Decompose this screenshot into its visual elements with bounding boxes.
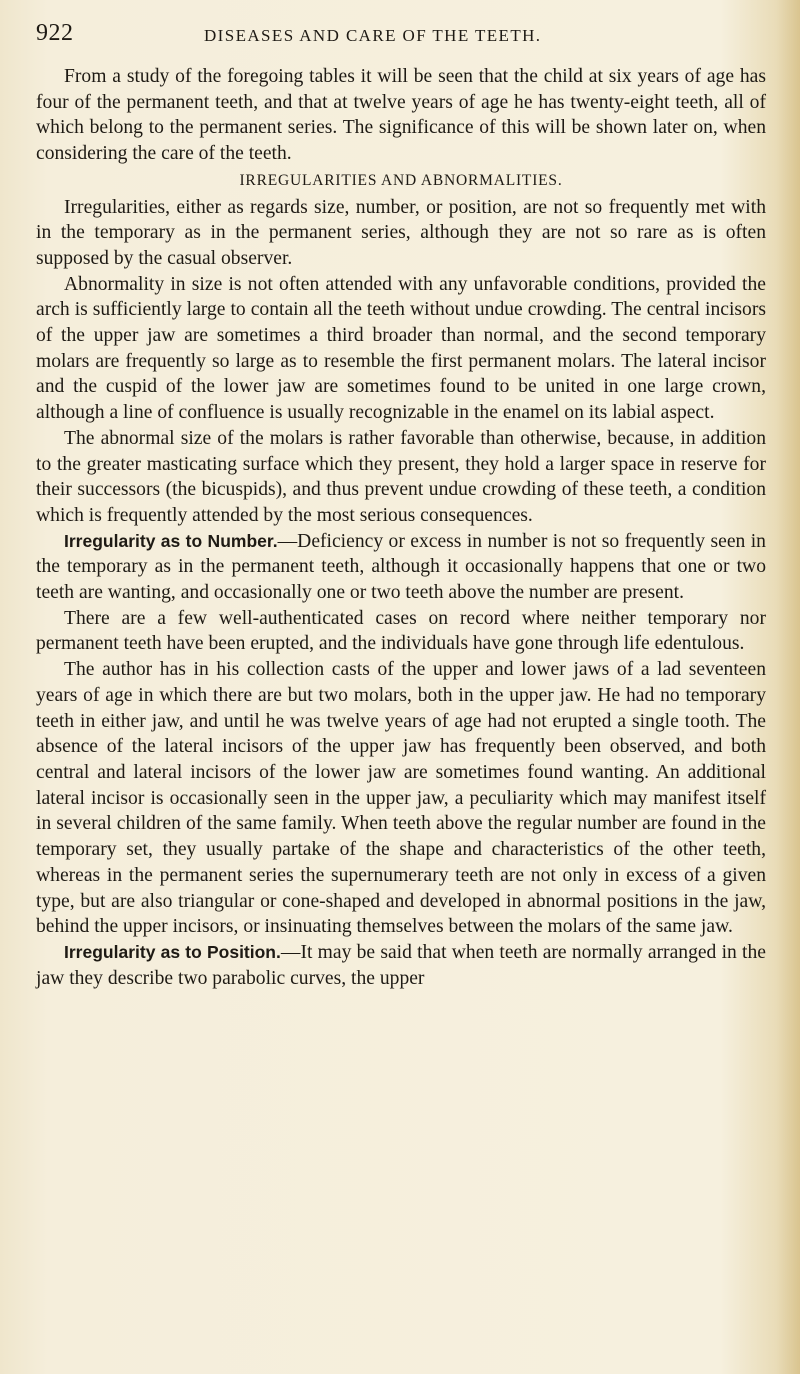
page-number: 922 (36, 20, 74, 46)
paragraph-irregularities-intro: Irregularities, either as regards size, number, or position, are not so frequently met with in the temporary as in the permanent series, although they are not so rare as is often supposed by the casual observer. (36, 196, 766, 269)
run-in-heading-position: Irregularity as to Position. (64, 941, 281, 962)
running-head: DISEASES AND CARE OF THE TEETH. (204, 26, 542, 45)
section-heading: IRREGULARITIES AND ABNORMALITIES. (239, 171, 563, 189)
run-in-heading-number: Irregularity as to Number. (64, 530, 278, 551)
paragraph-irregularity-number (36, 529, 766, 606)
paragraph-edentulous: There are a few well-authenticated cases on record where neither temporary nor permanent teeth have been erupted, and the individuals have gone through life edentulous. (36, 607, 766, 655)
page-header (36, 20, 766, 54)
paragraph-tables-summary: From a study of the foregoing tables it will be seen that the child at six years of age has four of the permanent teeth, and that at twelve years of age he has twenty-eight teeth, all of which belong to the permanent series. The significance of this will be shown later on, when considering the care of the teeth. (36, 66, 766, 165)
paragraph-text: —It may be said that when teeth are normally arranged in the jaw they describe two parabolic curves, the upper (36, 941, 766, 989)
page-body (36, 64, 766, 991)
paragraph-irregularity-position (36, 940, 766, 991)
paragraph-molars-size: The abnormal size of the molars is rather favorable than otherwise, because, in addition to the greater masticating surface which they present, they hold a larger space in reserve for their successors (the bicuspids), and thus prevent undue crowding of these teeth, a condition which is frequently attended by the most serious consequences. (36, 427, 766, 526)
paragraph-author-collection: The author has in his collection casts of the upper and lower jaws of a lad seventeen years of age in which there are but two molars, both in the upper jaw. He had no temporary teeth in either jaw, and until he was twelve years of age had not erupted a single tooth. The absence of the lateral incisors of the upper jaw has frequently been observed, and both central and lateral incisors of the lower jaw are sometimes found wanting. An additional lateral incisor is occasionally seen in the upper jaw, a peculiarity which may manifest itself in several children of the same family. When teeth above the regular number are found in the temporary set, they usually partake of the shape and characteristics of the other teeth, whereas in the permanent series the supernumerary teeth are not only in excess of a given type, but are also triangular or cone-shaped and developed in abnormal positions in the jaw, behind the upper incisors, or insinuating themselves between the molars of the same jaw. (36, 659, 766, 938)
paragraph-abnormality-size: Abnormality in size is not often attended with any unfavorable conditions, provided the arch is sufficiently large to contain all the teeth without undue crowding. The central incisors of the upper jaw are sometimes a third broader than normal, and the second temporary molars are frequently so large as to resemble the first permanent molars. The lateral incisor and the cuspid of the lower jaw are sometimes found to be united in one large crown, although a line of confluence is usually recognizable in the enamel on its labial aspect. (36, 273, 766, 424)
paragraph-text: —Deficiency or excess in number is not so frequently seen in the temporary as in the permanent teeth, although it occasionally happens that one or two teeth are wanting, and occasionally one or two teeth above the number are present. (36, 530, 766, 604)
